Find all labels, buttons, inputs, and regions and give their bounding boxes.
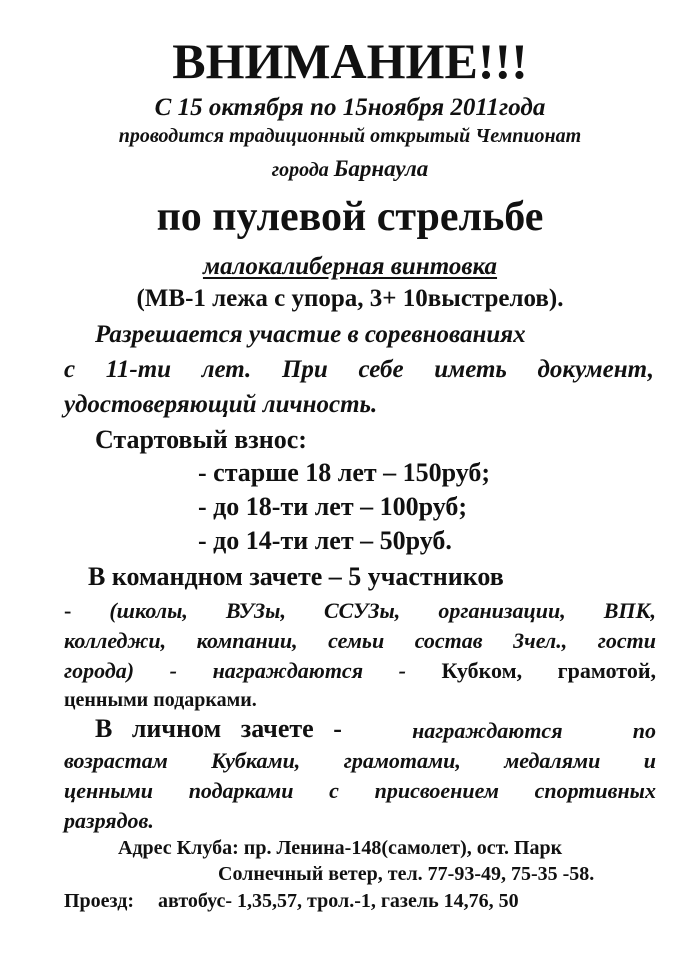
- team-heading: В командном зачете – 5 участников: [88, 562, 504, 591]
- word: грамотой,: [557, 658, 656, 683]
- personal-line-1: [95, 716, 656, 742]
- word: с: [329, 778, 339, 803]
- transport-line: [64, 891, 519, 911]
- word: ВПК,: [603, 598, 656, 623]
- word: -: [64, 598, 72, 623]
- word: семьи: [328, 628, 385, 653]
- word: спортивных: [534, 778, 656, 803]
- word: При: [281, 356, 328, 383]
- fee-item: - до 14-ти лет – 50руб.: [198, 526, 452, 555]
- word: грамотами,: [343, 748, 461, 773]
- intro-line-1: проводится традиционный открытый Чемпионат: [118, 125, 582, 147]
- dates-line: С 15 октября по 15ноября 2011года: [154, 94, 546, 121]
- word: себе: [358, 356, 404, 383]
- word: 11-ти: [105, 356, 172, 383]
- word: награждаются: [412, 718, 563, 743]
- word: возрастам: [64, 748, 168, 773]
- word: лет.: [201, 356, 252, 383]
- word: присвоением: [374, 778, 499, 803]
- address-line-1: Адрес Клуба: пр. Ленина-148(самолет), ост. Парк: [118, 837, 563, 859]
- weapon-line: малокалиберная винтовка: [202, 253, 498, 280]
- discipline-heading: по пулевой стрельбе: [156, 194, 544, 240]
- fee-heading: Стартовый взнос:: [95, 425, 307, 454]
- personal-line-2: [64, 750, 656, 772]
- eligibility-line-1: Разрешается участие в соревнованиях: [95, 321, 526, 348]
- address-line-2: Солнечный ветер, тел. 77-93-49, 75-35 -58.: [218, 863, 595, 885]
- word: медалями: [504, 748, 601, 773]
- word: гости: [597, 628, 656, 653]
- word: ССУЗы,: [323, 598, 401, 623]
- personal-line-4: разрядов.: [64, 808, 154, 833]
- intro-line-2: [0, 157, 700, 180]
- page-title: ВНИМАНИЕ!!!: [172, 33, 528, 89]
- word: ценными: [64, 778, 153, 803]
- word: иметь: [434, 356, 507, 383]
- word: состав: [414, 628, 483, 653]
- word: Кубками,: [211, 748, 301, 773]
- word: ВУЗы,: [225, 598, 286, 623]
- personal-line-3: [64, 780, 656, 802]
- eligibility-line-2: [64, 357, 654, 382]
- personal-heading: В личном зачете -: [95, 714, 342, 743]
- word: награждаются: [212, 658, 364, 683]
- word: организации,: [438, 598, 566, 623]
- fee-item: - старше 18 лет – 150руб;: [198, 458, 491, 487]
- word: по: [632, 718, 656, 743]
- word: -: [169, 658, 177, 683]
- eligibility-line-3: удостоверяющий личность.: [64, 391, 378, 418]
- word: колледжи,: [64, 628, 167, 653]
- intro-city-prefix: города: [271, 159, 334, 181]
- word: -: [398, 658, 406, 683]
- word: компании,: [196, 628, 298, 653]
- word: и: [643, 748, 656, 773]
- transport-label: Проезд:: [64, 890, 135, 912]
- word: документ,: [537, 356, 654, 383]
- word: (школы,: [109, 598, 188, 623]
- team-line-2: [64, 630, 656, 652]
- word: Кубком,: [441, 658, 523, 683]
- word: с: [64, 356, 76, 383]
- intro-city: Барнаула: [333, 156, 429, 181]
- team-line-4: ценными подарками.: [64, 689, 257, 711]
- team-line-3: [64, 660, 656, 682]
- team-line-1: [64, 600, 656, 622]
- word: подарками: [188, 778, 294, 803]
- transport-value: автобус- 1,35,57, трол.-1, газель 14,76, 50: [158, 890, 519, 912]
- format-line: (МВ-1 лежа с упора, 3+ 10выстрелов).: [136, 285, 564, 312]
- word: города): [64, 658, 135, 683]
- fee-item: - до 18-ти лет – 100руб;: [198, 492, 468, 521]
- word: 3чел.,: [513, 628, 568, 653]
